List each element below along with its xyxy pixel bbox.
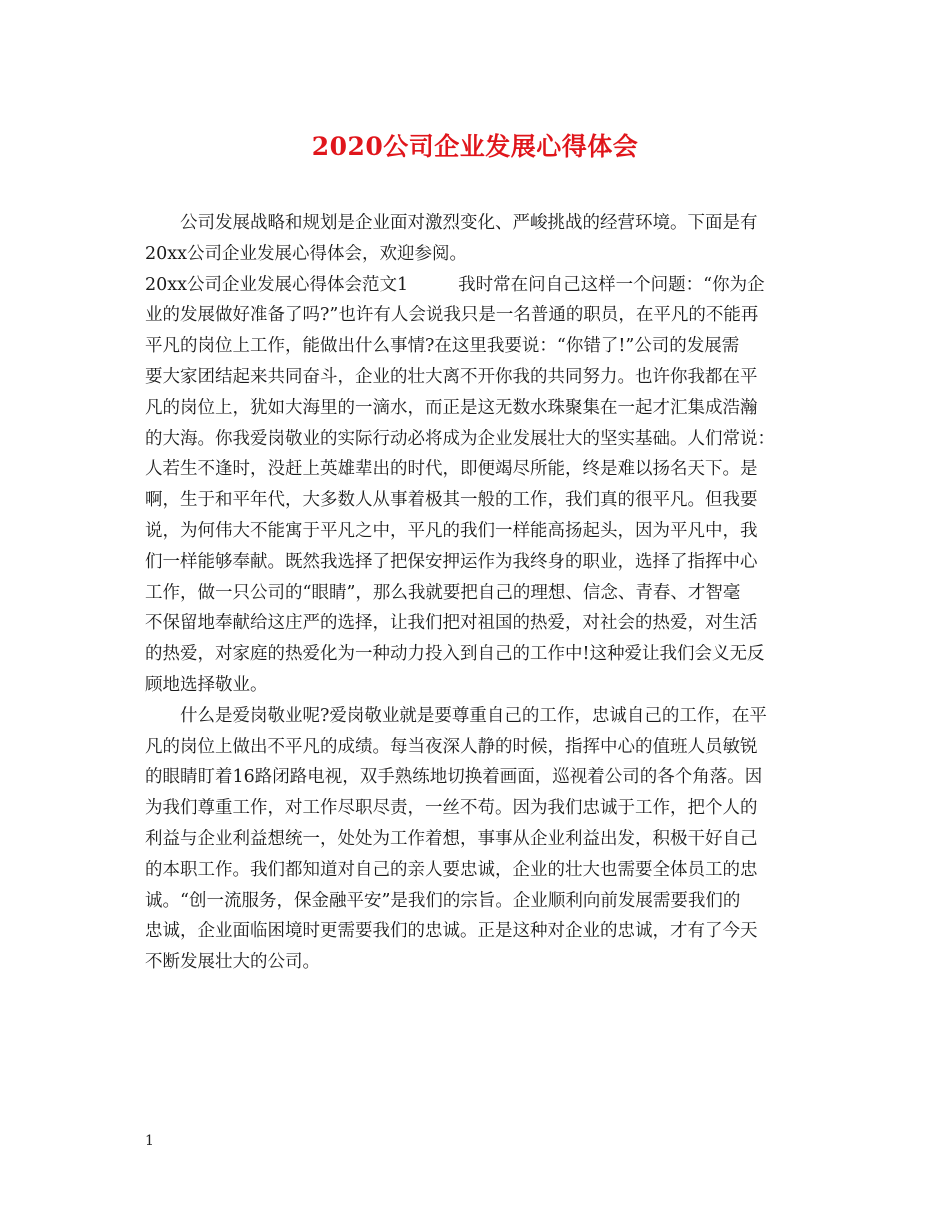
paragraph-line: 凡的岗位上，犹如大海里的一滴水，而正是这无数水珠聚集在一起才汇集成浩瀚 — [145, 397, 758, 418]
section-heading: 20xx公司企业发展心得体会范文1 — [145, 274, 409, 295]
paragraph-line: 说，为何伟大不能寓于平凡之中，平凡的我们一样能高扬起头，因为平凡中，我 — [145, 520, 758, 541]
document-body — [145, 208, 805, 978]
paragraph-line: 的本职工作。我们都知道对自己的亲人要忠诚，企业的壮大也需要全体员工的忠 — [145, 859, 758, 880]
paragraph-line: 什么是爱岗敬业呢?爱岗敬业就是要尊重自己的工作，忠诚自己的工作，在平 — [180, 705, 767, 726]
paragraph-line: 们一样能够奉献。既然我选择了把保安押运作为我终身的职业，选择了指挥中心 — [145, 551, 758, 572]
paragraph-line: 不断发展壮大的公司。 — [145, 952, 320, 973]
paragraph-line: 要大家团结起来共同奋斗，企业的壮大离不开你我的共同努力。也许你我都在平 — [145, 366, 758, 387]
document-title: 2020公司企业发展心得体会 — [311, 132, 639, 161]
paragraph-line: 顾地选择敬业。 — [145, 674, 268, 695]
paragraph-line: 凡的岗位上做出不平凡的成绩。每当夜深人静的时候，指挥中心的值班人员敏锐 — [145, 736, 758, 757]
paragraph-text: 我时常在问自己这样一个问题：“你为企 — [458, 274, 765, 295]
paragraph-line: 人若生不逢时，没赶上英雄辈出的时代，即便竭尽所能，终是难以扬名天下。是 — [145, 459, 758, 480]
paragraph-line: 利益与企业利益想统一，处处为工作着想，事事从企业利益出发，积极干好自己 — [145, 828, 758, 849]
paragraph-line: 的眼睛盯着16路闭路电视，双手熟练地切换着画面，巡视着公司的各个角落。因 — [145, 767, 763, 788]
paragraph-line: 忠诚，企业面临困境时更需要我们的忠诚。正是这种对企业的忠诚，才有了今天 — [145, 921, 758, 942]
paragraph-line: 诚。“创一流服务，保金融平安”是我们的宗旨。企业顺利向前发展需要我们的 — [145, 890, 741, 911]
page-number: 1 — [145, 1133, 154, 1149]
paragraph-line: 的大海。你我爱岗敬业的实际行动必将成为企业发展壮大的坚实基础。人们常说： — [145, 428, 775, 449]
paragraph-line: 为我们尊重工作，对工作尽职尽责，一丝不苟。因为我们忠诚于工作，把个人的 — [145, 798, 758, 819]
paragraph-line: 工作，做一只公司的“眼睛”，那么我就要把自己的理想、信念、青春、才智毫 — [145, 582, 741, 603]
paragraph-line: 不保留地奉献给这庄严的选择，让我们把对祖国的热爱，对社会的热爱，对生活 — [145, 613, 758, 634]
paragraph-line — [145, 270, 805, 301]
paragraph-line: 业的发展做好准备了吗?”也许有人会说我只是一名普通的职员，在平凡的不能再 — [145, 305, 759, 326]
paragraph-line: 的热爱，对家庭的热爱化为一种动力投入到自己的工作中!这种爱让我们会义无反 — [145, 644, 765, 665]
paragraph-line: 20xx公司企业发展心得体会，欢迎参阅。 — [145, 243, 468, 264]
paragraph-line: 平凡的岗位上工作，能做出什么事情?在这里我要说：“你错了!”公司的发展需 — [145, 336, 740, 357]
paragraph-line: 啊，生于和平年代，大多数人从事着极其一般的工作，我们真的很平凡。但我要 — [145, 490, 758, 511]
paragraph-line: 公司发展战略和规划是企业面对激烈变化、严峻挑战的经营环境。下面是有 — [180, 213, 758, 233]
